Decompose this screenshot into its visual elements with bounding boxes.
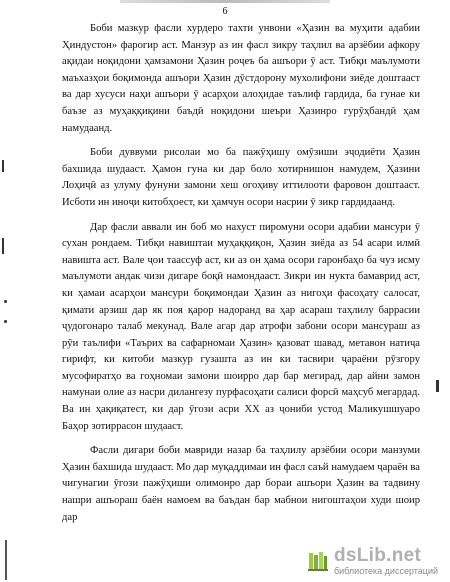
document-body [62,21,420,526]
scan-speck [4,300,7,303]
scan-top-edge [120,0,330,3]
watermark [303,544,442,578]
paragraph-3: Дар фасли аввали ин боб мо нахуст пиромуни осори адабии мансури ӯ сухан рондаем. Тибқи навиштаи муҳаққиқон, Ҳазин зиёда аз 54 асари илмӣ навишта аст. Вале ҷои таассуф аст, ки аз он ҳама осори гаронбаҳо ба чуз исму маълумоти андак чизи дигаре боқӣ намондааст. Зикри ин нукта бамаврид аст, ки ҳамаи асарҳои мансури боқимондаи Ҳазин аз нигоҳи фасоҳату салосат, қимати арзиш дар як поя қарор надоранд ва ҳар асараш таҳлилу баррасии ҷудогонаро талаб мекунад. Вале агар дар атрофи забони осори мансураш аз рӯи таълифи «Таърих ва сафарномаи Ҳазин» қазоват шавад, метавон натиҷа гирифт, ки китоби мазкур гузашта аз ин ки тасвири ҷараёни рӯзгору мусофиратҳо ва гоҳномаи замони шоирро дар бар мегирад, дар айни замон намунаи олие аз насри дилангезу пурфасоҳати салиси форсӣ маҳсуб мегардад. Ва ин ҳақиқатест, ки дар ӯгози асри XX аз ҷониби устод Маликушшуаро Баҳор зотиррасон шудааст. [62,221,420,432]
paragraph-4: Фасли дигари боби мавриди назар ба таҳлилу арзёбии осори манзуми Ҳазин бахшида шудааст. Мо дар муқаддимаи ин фасл саъй намудаем ҷараён ва чигунагии ӯгози пажӯҳиши олимонро дар бораи ашъори Ҳазин ва тадвину нашри ашъораш баён намоем ва баъдан бар мабнои нигоштаҳои худи шоир дар [62,445,420,523]
scan-margin-mark [436,380,439,392]
scan-margin-mark [2,160,4,172]
watermark-subtitle: библиотека диссертаций [333,566,438,576]
scan-margin-mark [2,238,4,254]
book-stack-icon [307,550,329,572]
page-number: 6 [222,6,228,17]
paragraph-1: Боби мазкур фасли хурдеро тахти унвони «Ҳазин ва муҳити адабии Ҳиндустон» фарогир аст. Манзур аз ин фасл зикру таҳлил ва арзёбии афкору ақидаи ноқидони ҳамзамони Ҳазин роҷеъ ба ашъори ӯ аст. Тибқи маълумоти маъхазҳои боқимонда ашъори Ҳазин дӯстдорону мухолифони зиёде доштааст ва дар хусуси наҳи ашъори ӯ асарҳои алоҳидае таълиф гардида, ба гунае ки баъзе аз муҳаққиқини баъдӣ ноқидони шеъри Ҳазинро гурӯҳбандӣ ҳам намудаанд. [62,23,420,134]
scan-speck [4,320,7,323]
paragraph-2: Боби дуввуми рисолаи мо ба пажӯҳишу омӯзиши эҷодиёти Ҳазин бахшида шудааст. Ҳамон гуна ки дар боло хотирнишон намудем, Ҳазини Лоҳиҷӣ аз улуму фунуни замони хеш огоҳиву иттилооти фаровон доштааст. Исботи ин иноҷи китобҳоест, ки ҳамчун осори насрии ӯ зикр гардидаанд. [62,147,420,208]
scan-margin-mark [5,540,7,580]
watermark-brand: dsLib.net [333,545,422,566]
